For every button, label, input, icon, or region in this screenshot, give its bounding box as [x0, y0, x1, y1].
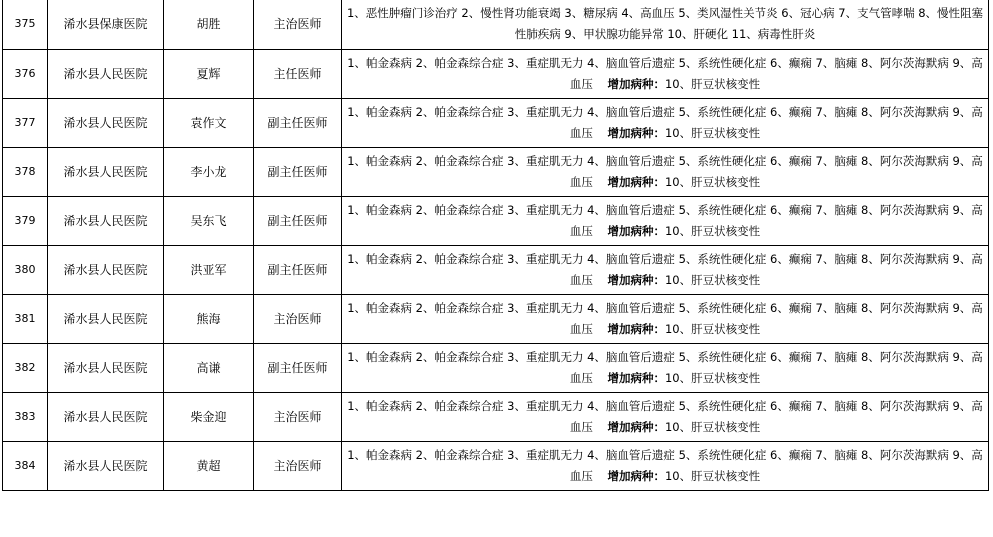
table-row — [3, 196, 989, 245]
added-disease-text: 10、肝豆状核变性 — [664, 223, 761, 238]
table-row — [3, 441, 989, 490]
doctor-name-cell: 柴金迎 — [164, 392, 254, 441]
disease-list-cell — [342, 294, 989, 343]
doctor-name-cell: 熊海 — [164, 294, 254, 343]
disease-list-text: 1、帕金森病 2、帕金森综合症 3、重症肌无力 4、脑血管后遗症 5、系统性硬化症 6、癫痫 7、脑瘫 8、阿尔茨海默病 9、高血压 — [347, 447, 983, 483]
row-number-cell: 380 — [3, 245, 48, 294]
table-row — [3, 98, 989, 147]
disease-list-cell — [342, 147, 989, 196]
disease-list-cell — [342, 196, 989, 245]
table-row — [3, 343, 989, 392]
hospital-cell: 浠水县人民医院 — [48, 441, 164, 490]
added-disease-label: 增加病种： — [607, 272, 665, 287]
added-disease-text: 10、肝豆状核变性 — [664, 419, 761, 434]
disease-list-text: 1、帕金森病 2、帕金森综合症 3、重症肌无力 4、脑血管后遗症 5、系统性硬化症 6、癫痫 7、脑瘫 8、阿尔茨海默病 9、高血压 — [347, 104, 983, 140]
row-number-cell: 377 — [3, 98, 48, 147]
row-number-cell: 379 — [3, 196, 48, 245]
table-body — [3, 0, 989, 490]
added-disease-label: 增加病种： — [607, 125, 665, 140]
disease-list-cell — [342, 392, 989, 441]
table-row — [3, 49, 989, 98]
added-disease-text: 10、肝豆状核变性 — [664, 272, 761, 287]
hospital-cell: 浠水县人民医院 — [48, 245, 164, 294]
job-title-cell: 主治医师 — [254, 294, 342, 343]
table-row — [3, 0, 989, 49]
job-title-cell: 副主任医师 — [254, 196, 342, 245]
disease-list-cell — [342, 0, 989, 49]
added-disease-text: 10、肝豆状核变性 — [664, 76, 761, 91]
added-disease-text: 10、肝豆状核变性 — [664, 468, 761, 483]
doctor-name-cell: 黄超 — [164, 441, 254, 490]
job-title-cell: 主治医师 — [254, 392, 342, 441]
hospital-cell: 浠水县人民医院 — [48, 49, 164, 98]
job-title-cell: 主治医师 — [254, 441, 342, 490]
disease-list-text: 1、帕金森病 2、帕金森综合症 3、重症肌无力 4、脑血管后遗症 5、系统性硬化症 6、癫痫 7、脑瘫 8、阿尔茨海默病 9、高血压 — [347, 153, 983, 189]
doctor-table — [2, 0, 989, 491]
disease-list-text: 1、帕金森病 2、帕金森综合症 3、重症肌无力 4、脑血管后遗症 5、系统性硬化症 6、癫痫 7、脑瘫 8、阿尔茨海默病 9、高血压 — [347, 398, 983, 434]
table-row — [3, 245, 989, 294]
disease-list-text: 1、帕金森病 2、帕金森综合症 3、重症肌无力 4、脑血管后遗症 5、系统性硬化症 6、癫痫 7、脑瘫 8、阿尔茨海默病 9、高血压 — [347, 349, 983, 385]
added-disease-label: 增加病种： — [607, 223, 665, 238]
job-title-cell: 副主任医师 — [254, 98, 342, 147]
added-disease-label: 增加病种： — [607, 321, 665, 336]
hospital-cell: 浠水县人民医院 — [48, 196, 164, 245]
added-disease-label: 增加病种： — [607, 76, 665, 91]
added-disease-label: 增加病种： — [607, 419, 665, 434]
hospital-cell: 浠水县人民医院 — [48, 343, 164, 392]
row-number-cell: 382 — [3, 343, 48, 392]
doctor-name-cell: 高谦 — [164, 343, 254, 392]
added-disease-label: 增加病种： — [607, 370, 665, 385]
doctor-name-cell: 夏辉 — [164, 49, 254, 98]
disease-list-text: 1、帕金森病 2、帕金森综合症 3、重症肌无力 4、脑血管后遗症 5、系统性硬化症 6、癫痫 7、脑瘫 8、阿尔茨海默病 9、高血压 — [347, 55, 983, 91]
row-number-cell: 375 — [3, 0, 48, 49]
added-disease-text: 10、肝豆状核变性 — [664, 125, 761, 140]
added-disease-text: 10、肝豆状核变性 — [664, 174, 761, 189]
row-number-cell: 384 — [3, 441, 48, 490]
table-row — [3, 392, 989, 441]
doctor-name-cell: 吴东飞 — [164, 196, 254, 245]
hospital-cell: 浠水县人民医院 — [48, 98, 164, 147]
row-number-cell: 383 — [3, 392, 48, 441]
row-number-cell: 376 — [3, 49, 48, 98]
hospital-cell: 浠水县人民医院 — [48, 294, 164, 343]
hospital-cell: 浠水县保康医院 — [48, 0, 164, 49]
disease-list-text: 1、帕金森病 2、帕金森综合症 3、重症肌无力 4、脑血管后遗症 5、系统性硬化症 6、癫痫 7、脑瘫 8、阿尔茨海默病 9、高血压 — [347, 202, 983, 238]
doctor-name-cell: 洪亚军 — [164, 245, 254, 294]
added-disease-text: 10、肝豆状核变性 — [664, 321, 761, 336]
row-number-cell: 381 — [3, 294, 48, 343]
doctor-name-cell: 李小龙 — [164, 147, 254, 196]
job-title-cell: 副主任医师 — [254, 343, 342, 392]
doctor-name-cell: 胡胜 — [164, 0, 254, 49]
hospital-cell: 浠水县人民医院 — [48, 147, 164, 196]
row-number-cell: 378 — [3, 147, 48, 196]
disease-list-text: 1、帕金森病 2、帕金森综合症 3、重症肌无力 4、脑血管后遗症 5、系统性硬化症 6、癫痫 7、脑瘫 8、阿尔茨海默病 9、高血压 — [347, 300, 983, 336]
doctor-name-cell: 袁作文 — [164, 98, 254, 147]
table-row — [3, 147, 989, 196]
job-title-cell: 主任医师 — [254, 49, 342, 98]
added-disease-label: 增加病种： — [607, 468, 665, 483]
disease-list-cell — [342, 441, 989, 490]
added-disease-label: 增加病种： — [607, 174, 665, 189]
disease-list-text: 1、恶性肿瘤门诊治疗 2、慢性肾功能衰竭 3、糖尿病 4、高血压 5、类风湿性关节炎 6、冠心病 7、支气管哮喘 8、慢性阻塞性肺疾病 9、甲状腺功能异常 10、肝硬化 11、病毒性肝炎 — [346, 6, 984, 42]
job-title-cell: 副主任医师 — [254, 245, 342, 294]
disease-list-cell — [342, 343, 989, 392]
job-title-cell: 副主任医师 — [254, 147, 342, 196]
table-row — [3, 294, 989, 343]
job-title-cell: 主治医师 — [254, 0, 342, 49]
disease-list-cell — [342, 49, 989, 98]
disease-list-text: 1、帕金森病 2、帕金森综合症 3、重症肌无力 4、脑血管后遗症 5、系统性硬化症 6、癫痫 7、脑瘫 8、阿尔茨海默病 9、高血压 — [347, 251, 983, 287]
added-disease-text: 10、肝豆状核变性 — [664, 370, 761, 385]
disease-list-cell — [342, 98, 989, 147]
disease-list-cell — [342, 245, 989, 294]
hospital-cell: 浠水县人民医院 — [48, 392, 164, 441]
